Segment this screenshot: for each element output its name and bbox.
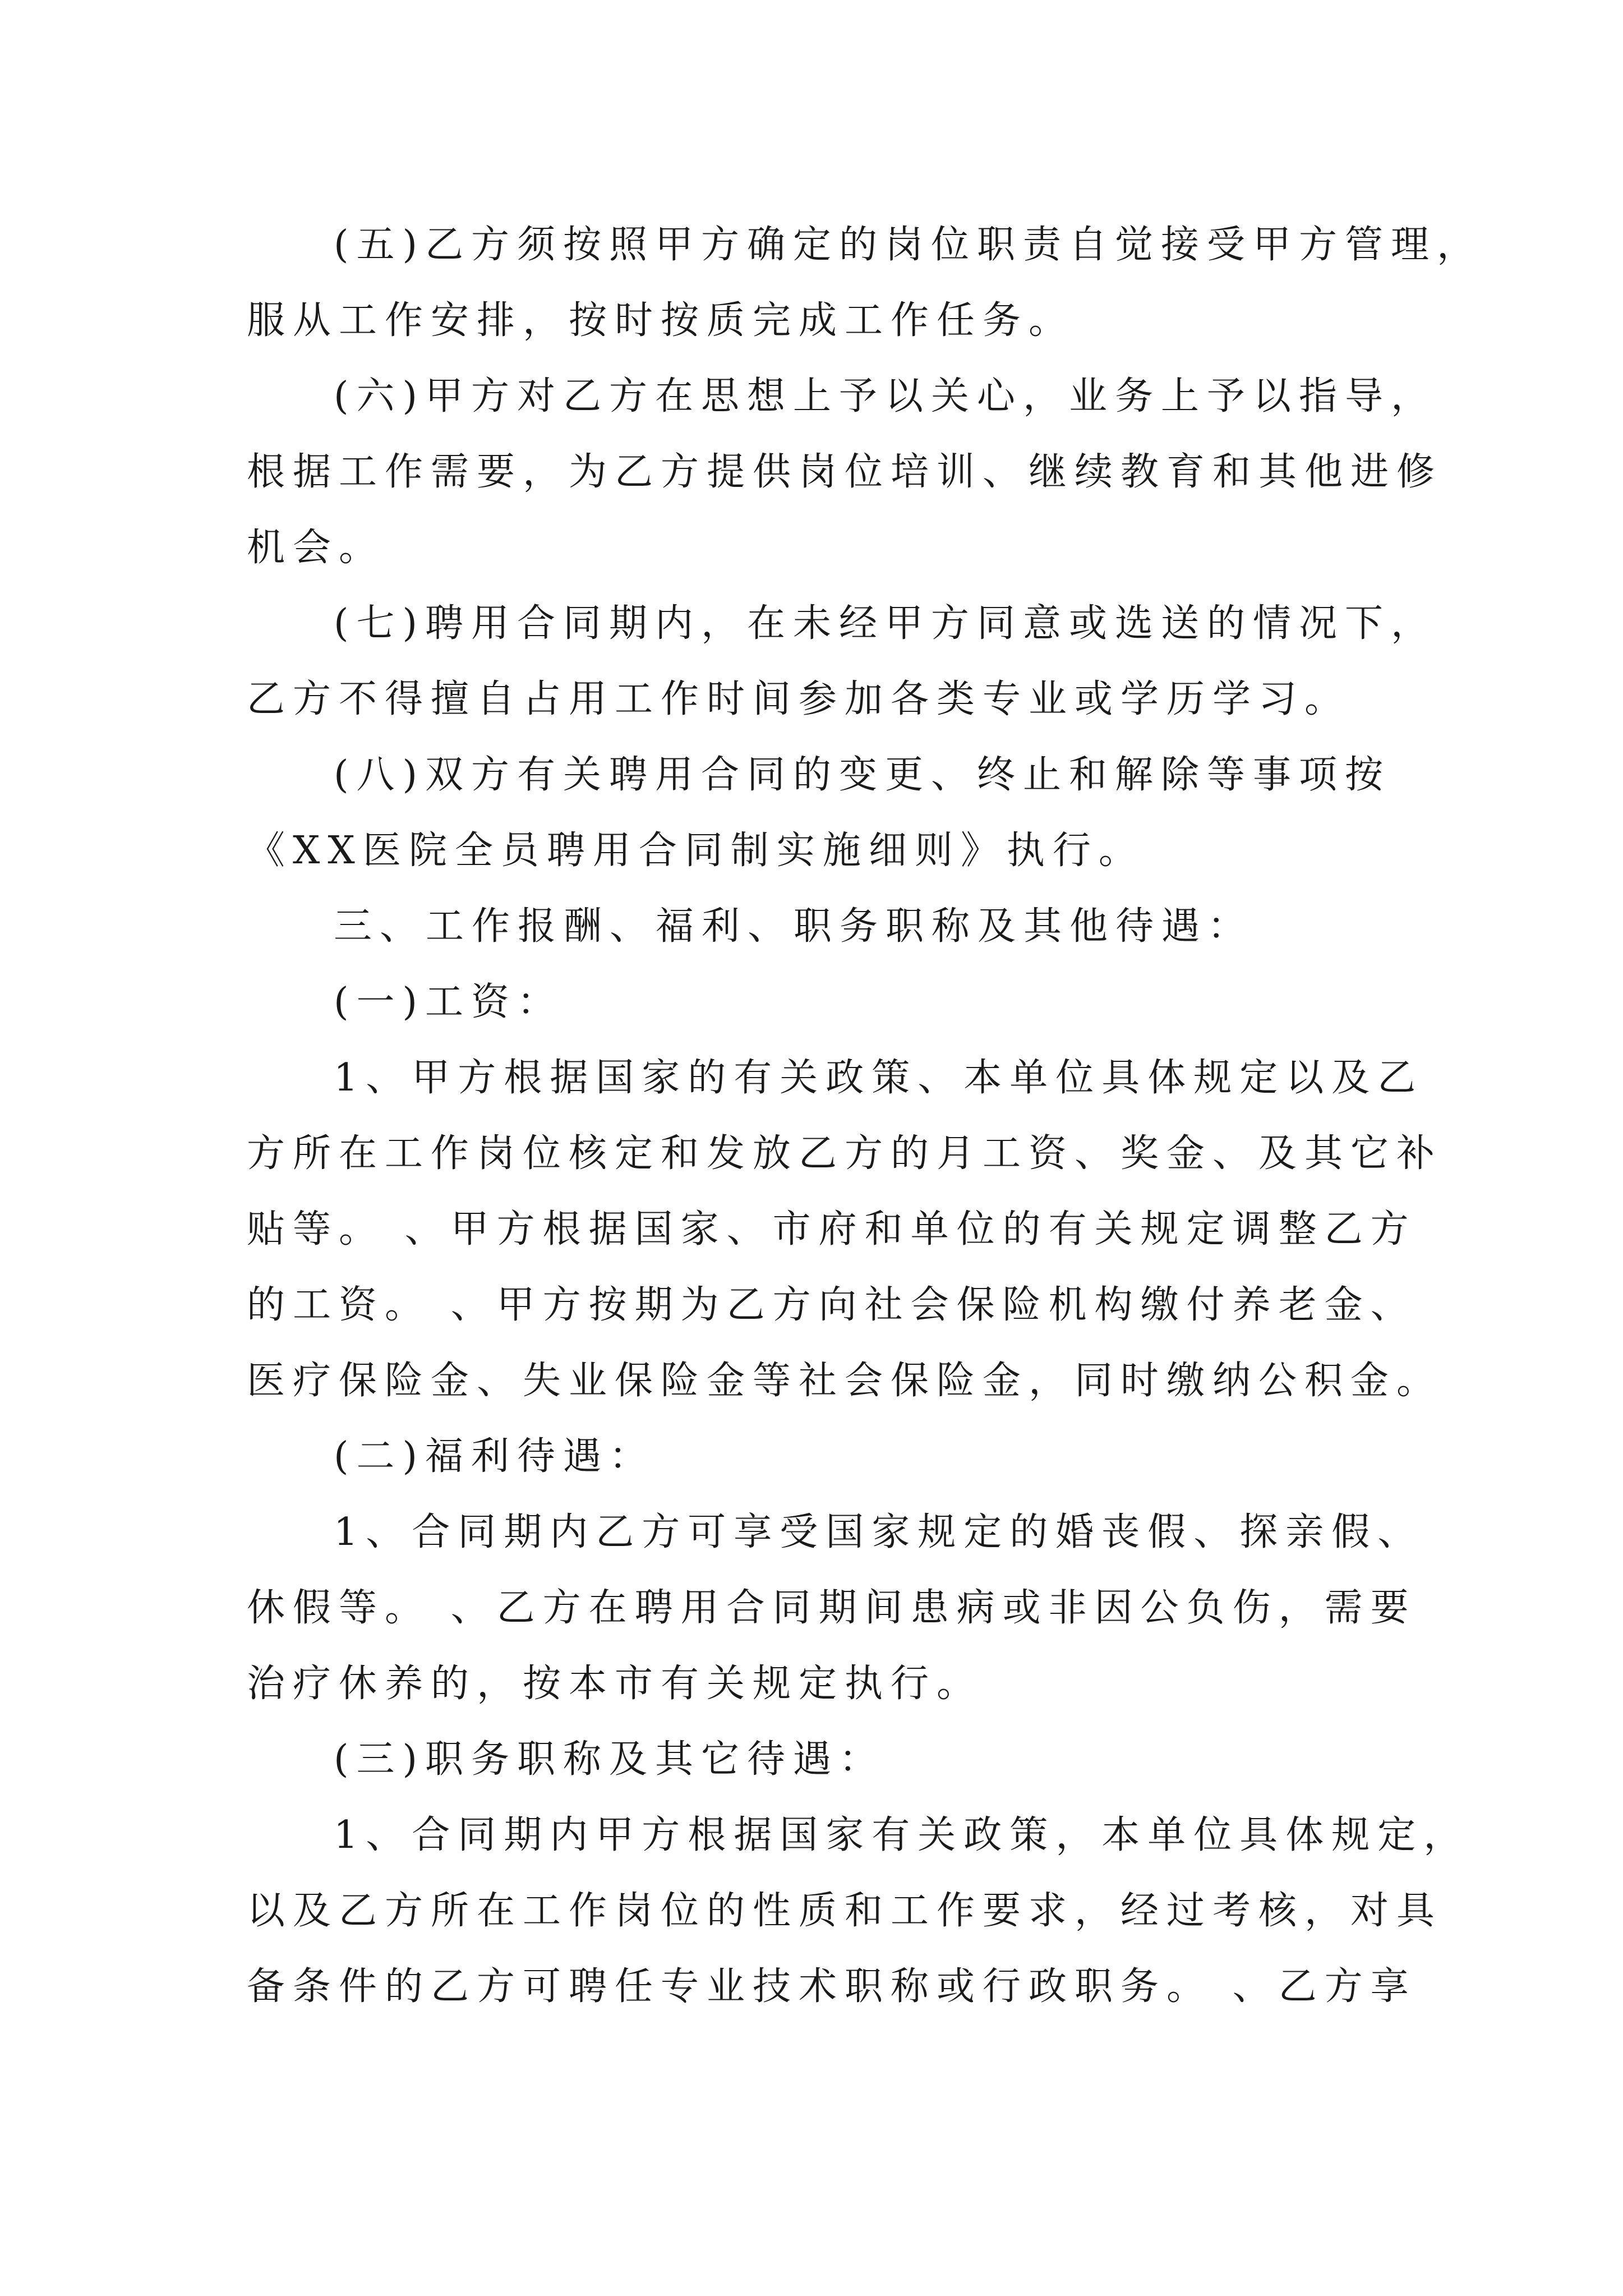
paragraph-line: 方所在工作岗位核定和发放乙方的月工资、奖金、及其它补 bbox=[247, 1131, 1443, 1176]
paragraph-line: (七)聘用合同期内，在未经甲方同意或选送的情况下， bbox=[334, 601, 1437, 646]
paragraph-line: (五)乙方须按照甲方确定的岗位职责自觉接受甲方管理， bbox=[334, 223, 1483, 267]
paragraph-line: 根据工作需要，为乙方提供岗位培训、继续教育和其他进修 bbox=[247, 450, 1443, 494]
paragraph-line: 的工资。 、甲方按期为乙方向社会保险机构缴付养老金、 bbox=[247, 1283, 1417, 1327]
paragraph-line: 《XX医院全员聘用合同制实施细则》执行。 bbox=[247, 829, 1145, 873]
subsection-heading: (三)职务职称及其它待遇： bbox=[334, 1737, 886, 1782]
paragraph-line: 以及乙方所在工作岗位的性质和工作要求，经过考核，对具 bbox=[247, 1889, 1443, 1933]
paragraph-line: 备条件的乙方可聘任专业技术职称或行政职务。 、乙方享 bbox=[247, 1964, 1417, 2009]
subsection-heading: (二)福利待遇： bbox=[334, 1434, 656, 1479]
paragraph-line: 休假等。 、乙方在聘用合同期间患病或非因公负伤，需要 bbox=[247, 1586, 1417, 1630]
section-heading: 三、工作报酬、福利、职务职称及其他待遇： bbox=[334, 904, 1254, 949]
paragraph-line: 1、甲方根据国家的有关政策、本单位具体规定以及乙 bbox=[334, 1056, 1424, 1100]
subsection-heading: (一)工资： bbox=[334, 980, 564, 1024]
paragraph-line: 机会。 bbox=[247, 526, 385, 570]
paragraph-line: 1、合同期内甲方根据国家有关政策，本单位具体规定， bbox=[334, 1813, 1470, 1857]
paragraph-line: (六)甲方对乙方在思想上予以关心，业务上予以指导， bbox=[334, 374, 1437, 418]
paragraph-line: 乙方不得擅自占用工作时间参加各类专业或学历学习。 bbox=[247, 677, 1351, 721]
paragraph-line: 贴等。 、甲方根据国家、市府和单位的有关规定调整乙方 bbox=[247, 1207, 1417, 1251]
paragraph-line: 1、合同期内乙方可享受国家规定的婚丧假、探亲假、 bbox=[334, 1510, 1424, 1554]
paragraph-line: 医疗保险金、失业保险金等社会保险金，同时缴纳公积金。 bbox=[247, 1359, 1443, 1403]
paragraph-line: 治疗休养的，按本市有关规定执行。 bbox=[247, 1662, 983, 1706]
paragraph-line: 服从工作安排，按时按质完成工作任务。 bbox=[247, 298, 1075, 343]
paragraph-line: (八)双方有关聘用合同的变更、终止和解除等事项按 bbox=[334, 753, 1391, 797]
